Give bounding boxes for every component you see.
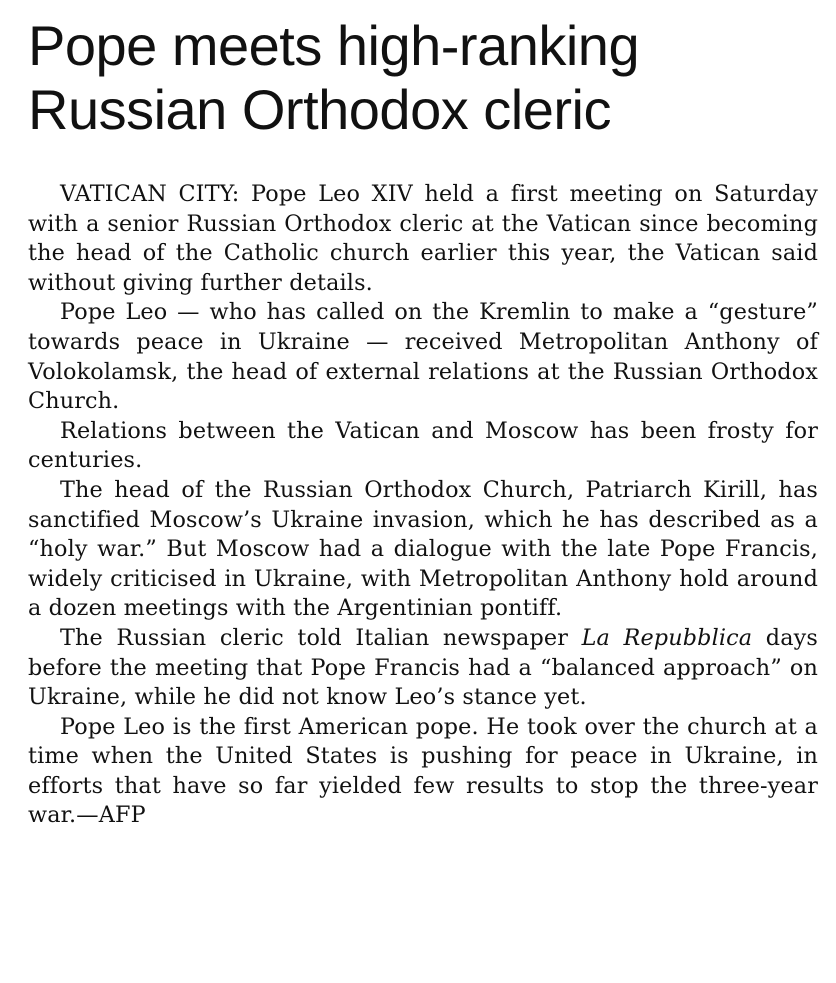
paragraph-5-rest: days before the meeting that Pope Francis had a “balanced approach” on Ukraine, while he did not know Leo’s stance yet. <box>28 624 818 711</box>
paragraph-6: Pope Leo is the first American pope. He took over the church at a time when the United States is pushing for peace in Ukraine, in efforts that have so far yielded few results to stop the three-year war.—AFP <box>28 713 818 829</box>
paragraph-1: VATICAN CITY: Pope Leo XIV held a first meeting on Saturday with a senior Russian Orthodox cleric at the Vatican since becoming the head of the Catholic church earlier this year, the Vatican said without giving further details. <box>28 181 818 296</box>
paragraph-5 <box>28 624 818 713</box>
headline-line-2: Russian Orthodox cleric <box>28 78 611 141</box>
news-article <box>28 14 818 831</box>
paragraph-3: Relations between the Vatican and Moscow has been frosty for centuries. <box>28 417 818 474</box>
newspaper-name: La Repubblica <box>581 624 753 651</box>
paragraph-2: Pope Leo — who has called on the Kremlin to make a “gesture” towards peace in Ukraine — received Metropolitan Anthony of Volokolamsk, the head of external relations at the Russian Orthodox Church. <box>28 299 818 415</box>
article-body <box>28 180 818 831</box>
headline-line-1: Pope meets high-ranking <box>28 14 640 77</box>
paragraph-4: The head of the Russian Orthodox Church, Patriarch Kirill, has sanctified Moscow’s Ukraine invasion, which he has described as a “holy war.” But Moscow had a dialogue with the late Pope Francis, widely criticised in Ukraine, with Metropolitan Anthony hold around a dozen meetings with the Argentinian pontiff. <box>28 476 818 622</box>
article-headline <box>28 14 818 142</box>
paragraph-5-lead: The Russian cleric told Italian newspaper <box>60 624 582 651</box>
